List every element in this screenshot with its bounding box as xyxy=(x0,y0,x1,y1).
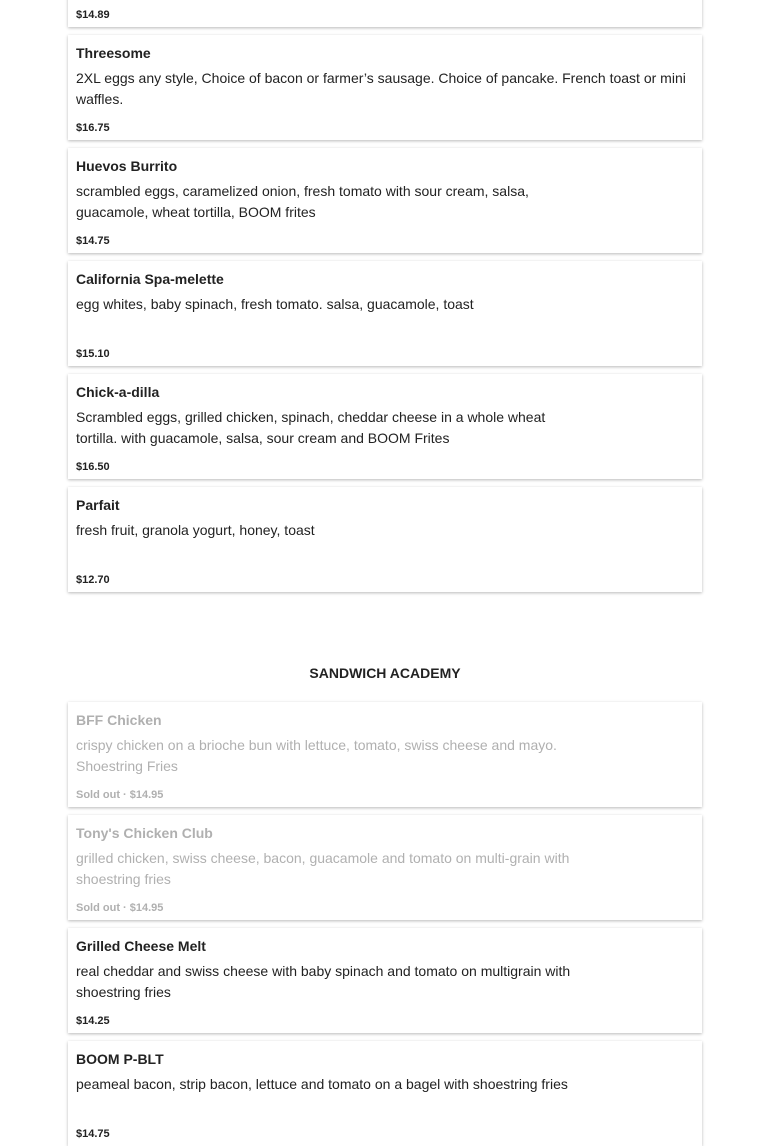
sold-out-price-label: Sold out · $14.95 xyxy=(76,789,164,801)
menu-item-name: BFF Chicken xyxy=(76,712,162,728)
menu-item-price: $12.70 xyxy=(76,574,110,586)
menu-item-card-boom-p-blt[interactable] xyxy=(68,1041,702,1146)
menu-item-card-california-spa-melette[interactable] xyxy=(68,261,702,366)
menu-item-name: Chick-a-dilla xyxy=(76,384,160,400)
menu-item-card-tonys-chicken-club[interactable] xyxy=(68,815,702,920)
menu-item-price: $16.75 xyxy=(76,122,110,134)
menu-item-name: Parfait xyxy=(76,497,120,513)
menu-item-description: fresh fruit, granola yogurt, honey, toast xyxy=(76,522,315,538)
menu-item-price: $14.89 xyxy=(76,9,110,21)
menu-item-price: $15.10 xyxy=(76,348,110,360)
menu-item-price: $14.75 xyxy=(76,235,110,247)
menu-item-name: California Spa-melette xyxy=(76,271,224,287)
menu-item-description: peameal bacon, strip bacon, lettuce and tomato on a bagel with shoestring fries xyxy=(76,1076,568,1092)
section-title-sandwich-academy: SANDWICH ACADEMY xyxy=(309,665,461,681)
menu-item-description: Scrambled eggs, grilled chicken, spinach, cheddar cheese in a whole wheat tortilla. with guacamole, salsa, sour cream and BOOM Frites xyxy=(76,409,546,446)
menu-item-card-bff-chicken[interactable] xyxy=(68,702,702,807)
menu-item-name: Threesome xyxy=(76,45,151,61)
menu-item-name: Tony's Chicken Club xyxy=(76,825,213,841)
menu-item-card[interactable] xyxy=(68,0,702,27)
menu-item-description: scrambled eggs, caramelized onion, fresh tomato with sour cream, salsa, guacamole, wheat tortilla, BOOM frites xyxy=(76,183,529,220)
menu-item-description: real cheddar and swiss cheese with baby spinach and tomato on multigrain with shoestring fries xyxy=(76,963,571,1000)
menu-item-price: $16.50 xyxy=(76,461,110,473)
menu-item-description: 2XL eggs any style, Choice of bacon or farmer’s sausage. Choice of pancake. French toast or mini waffles. xyxy=(76,70,686,107)
menu-item-name: Huevos Burrito xyxy=(76,158,178,174)
menu-item-name: BOOM P-BLT xyxy=(76,1051,164,1067)
menu-item-price: $14.75 xyxy=(76,1128,110,1140)
sold-out-price-label: Sold out · $14.95 xyxy=(76,902,164,914)
menu-item-card-parfait[interactable] xyxy=(68,487,702,592)
menu-item-card-grilled-cheese-melt[interactable] xyxy=(68,928,702,1033)
menu-item-price: $14.25 xyxy=(76,1015,110,1027)
menu-item-description: egg whites, baby spinach, fresh tomato. salsa, guacamole, toast xyxy=(76,296,474,312)
menu-item-description: grilled chicken, swiss cheese, bacon, guacamole and tomato on multi-grain with shoestring fries xyxy=(76,850,570,887)
menu-item-description: crispy chicken on a brioche bun with lettuce, tomato, swiss cheese and mayo. Shoestring Fries xyxy=(76,737,557,774)
menu-item-card-huevos-burrito[interactable] xyxy=(68,148,702,253)
menu-item-name: Grilled Cheese Melt xyxy=(76,938,206,954)
menu-item-card-chick-a-dilla[interactable] xyxy=(68,374,702,479)
menu-item-card-threesome[interactable] xyxy=(68,35,702,140)
